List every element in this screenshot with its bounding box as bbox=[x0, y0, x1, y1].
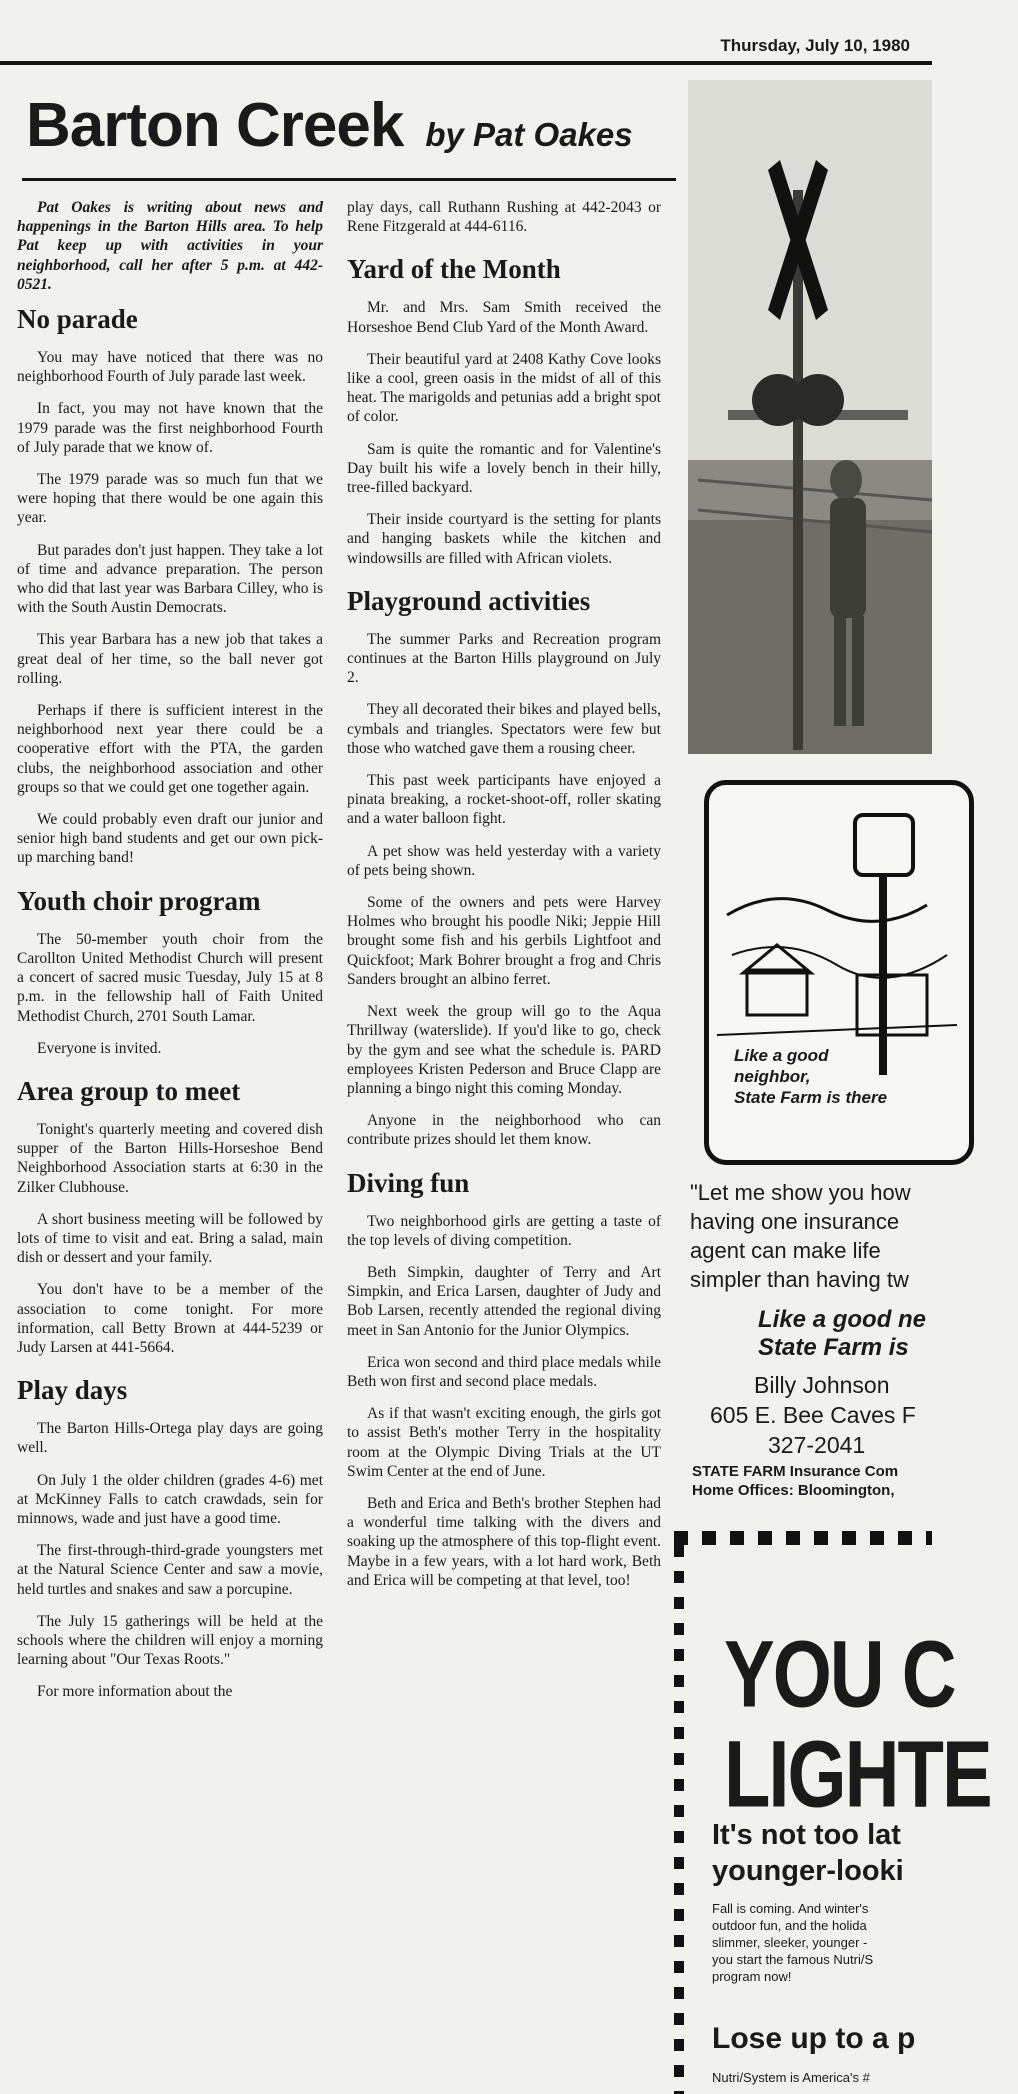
paragraph: The Barton Hills-Ortega play days are going well. bbox=[17, 1420, 323, 1457]
body-line: Fall is coming. And winter's bbox=[712, 1901, 869, 1916]
section-heading: Diving fun bbox=[347, 1167, 470, 1198]
paragraph: For more information about the bbox=[37, 1683, 233, 1701]
section-heading: Area group to meet bbox=[17, 1075, 241, 1106]
agent-name: Billy Johnson bbox=[754, 1372, 890, 1398]
paragraph: The first-through-third-grade youngsters met at the Natural Science Center and saw a movie, held turtles and snakes and saw a porcupine. bbox=[17, 1542, 323, 1598]
paragraph: Their beautiful yard at 2408 Kathy Cove looks like a cool, green oasis in the midst of all of this heat. The marigolds and petunias add a bright spot of color. bbox=[347, 350, 661, 426]
top-rule bbox=[0, 61, 932, 65]
agent-contact bbox=[710, 1370, 916, 1460]
paragraph: Mr. and Mrs. Sam Smith received the Horseshoe Bend Club Yard of the Month Award. bbox=[347, 299, 661, 336]
paragraph: The July 15 gatherings will be held at the schools where the children will enjoy a morning learning about "Our Texas Roots." bbox=[17, 1612, 323, 1669]
paragraph: Anyone in the neighborhood who can contribute prizes should let them know. bbox=[347, 1112, 661, 1149]
paragraph: This year Barbara has a new job that takes a great deal of her time, so the ball never got rolling. bbox=[17, 631, 323, 687]
ad-headline bbox=[724, 1621, 991, 1828]
ad-quote bbox=[690, 1178, 990, 1294]
paragraph: The summer Parks and Recreation program continues at the Barton Hills playground on July 2. bbox=[347, 630, 661, 687]
quote-line: simpler than having tw bbox=[690, 1267, 909, 1292]
paragraph: Beth Simpkin, daughter of Terry and Art Simpkin, and Erica Larsen, daughter of Judy and Bob Larsen, recently attended the regional diving meet in San Antonio for the Junior Olympics. bbox=[347, 1263, 661, 1339]
ad-slogan bbox=[734, 1045, 887, 1108]
paragraph: A short business meeting will be followed by lots of time to visit and eat. Bring a salad, main dish or dessert and your family. bbox=[17, 1210, 323, 1267]
intro-note: Pat Oakes is writing about news and happenings in the Barton Hills area. To help Pat keep up with activities in your neighborhood, call her after 5 p.m. at 442-0521. bbox=[17, 199, 323, 293]
paragraph: But parades don't just happen. They take a lot of time and advance preparation. The person who did that last year was Barbara Cilley, who is with the South Austin Democrats. bbox=[17, 541, 323, 617]
paragraph: This past week participants have enjoyed a pinata breaking, a rocket-shoot-off, roller skating and a water balloon fight. bbox=[347, 772, 661, 828]
coupon-border-top bbox=[674, 1531, 932, 1545]
ad-body bbox=[712, 1900, 942, 1985]
paragraph: Perhaps if there is sufficient interest in the neighborhood next year there could be a cooperative effort with the PTA, the garden clubs, the neighborhood association and other groups so that we could get one together again. bbox=[17, 702, 323, 796]
tagline-line: State Farm is bbox=[758, 1334, 909, 1361]
state-farm-ad bbox=[688, 770, 932, 1530]
subhead-line: younger-looki bbox=[712, 1855, 904, 1887]
nutri-system-ad bbox=[672, 1525, 991, 2094]
paragraph: Their inside courtyard is the setting for plants and hanging baskets while the kitchen and windowsills are filled with African violets. bbox=[347, 511, 661, 567]
quote-line: agent can make life bbox=[690, 1238, 881, 1263]
column-title: Barton Creek bbox=[26, 91, 404, 160]
agent-address: 605 E. Bee Caves F bbox=[710, 1402, 916, 1428]
byline: by Pat Oakes bbox=[425, 116, 633, 153]
body-line: slimmer, sleeker, younger - bbox=[712, 1935, 868, 1950]
paragraph: Erica won second and third place medals while Beth won first and second place medals. bbox=[347, 1353, 661, 1390]
railroad-crossing-photo bbox=[688, 80, 932, 754]
coupon-border-left bbox=[674, 1545, 684, 2094]
paragraph: In fact, you may not have known that the 1979 parade was the first neighborhood Fourth of July parade that we know of. bbox=[17, 400, 323, 456]
paragraph: Some of the owners and pets were Harvey Holmes who brought his poodle Niki; Jeppie Hill brought some fish and his gerbils Lightfoot and Quickfoot; Mark Bohrer brought a frog and Chris Sanders brought an albino ferret. bbox=[347, 894, 661, 988]
dateline: Thursday, July 10, 1980 bbox=[720, 36, 910, 55]
ad-tagline bbox=[758, 1306, 1018, 1362]
ad-tail-text: Nutri/System is America's # bbox=[712, 2070, 870, 2085]
paragraph: A pet show was held yesterday with a variety of pets being shown. bbox=[347, 842, 661, 879]
agent-phone: 327-2041 bbox=[768, 1432, 866, 1458]
section-heading: Yard of the Month bbox=[347, 254, 561, 285]
section-heading: Play days bbox=[17, 1375, 128, 1406]
tagline-line: Like a good ne bbox=[758, 1306, 927, 1333]
masthead-rule bbox=[22, 178, 676, 181]
ad-subhead-2: Lose up to a p bbox=[712, 2022, 916, 2055]
continued-paragraph: play days, call Ruthann Rushing at 442-2043 or Rene Fitzgerald at 444-6116. bbox=[347, 199, 661, 236]
slogan-line: neighbor, bbox=[734, 1067, 811, 1086]
subhead-line: It's not too lat bbox=[712, 1819, 901, 1851]
paragraph: Next week the group will go to the Aqua Thrillway (waterslide). If you'd like to go, check by the gym and see what the schedule is. PARD employees Kristen Pederson and Bruce Clapp are planning a bingo night this coming Monday. bbox=[347, 1003, 661, 1097]
company-line: Home Offices: Bloomington, bbox=[692, 1482, 895, 1499]
paragraph: The 50-member youth choir from the Carollton United Methodist Church will present a concert of sacred music Tuesday, July 15 at 8 p.m. in the fellowship hall of Faith United Methodist Church, 2701 South Lamar. bbox=[17, 930, 323, 1025]
company-line: STATE FARM Insurance Com bbox=[692, 1463, 899, 1480]
quote-line: "Let me show you how bbox=[690, 1180, 911, 1205]
paragraph: Two neighborhood girls are getting a taste of the top levels of diving competition. bbox=[347, 1212, 661, 1249]
paragraph: Tonight's quarterly meeting and covered dish supper of the Barton Hills-Horseshoe Bend Neighborhood Association starts at 6:30 in the Zilker Clubhouse. bbox=[17, 1120, 323, 1196]
body-line: you start the famous Nutri/S bbox=[712, 1952, 874, 1967]
article-column-2 bbox=[347, 198, 661, 1603]
headline-line: LIGHTE bbox=[724, 1721, 991, 1828]
paragraph: The 1979 parade was so much fun that we were hoping that there would be one again this year. bbox=[17, 471, 323, 527]
column-masthead bbox=[26, 90, 633, 161]
article-column-1 bbox=[17, 198, 323, 1715]
slogan-line: Like a good bbox=[734, 1046, 829, 1065]
section-heading: Youth choir program bbox=[17, 885, 261, 916]
paragraph: As if that wasn't exciting enough, the girls got to assist Beth's mother Terry in the hospitality room at the Olympic Diving Trials at the UT Swim Center at the end of June. bbox=[347, 1405, 661, 1480]
paragraph: They all decorated their bikes and played bells, cymbals and triangles. Spectators were few but those who watched gave them a rousing cheer. bbox=[347, 701, 661, 757]
paragraph: On July 1 the older children (grades 4-6) met at McKinney Falls to catch crawdads, sein for minnows, wade and just have a good time. bbox=[17, 1471, 323, 1527]
news-photo bbox=[688, 80, 932, 754]
paragraph: Beth and Erica and Beth's brother Stephen had a wonderful time talking with the divers and soaking up the atmosphere of this top-flight event. Maybe in a few years, with a lot hard work, Beth and Erica will be competing at that level, too! bbox=[347, 1494, 661, 1589]
paragraph: Sam is quite the romantic and for Valentine's Day built his wife a lovely bench in their hilly, tree-filled backyard. bbox=[347, 440, 661, 497]
company-info bbox=[692, 1462, 898, 1500]
headline-line: YOU C bbox=[724, 1621, 955, 1728]
ad-subhead bbox=[712, 1817, 904, 1889]
section-heading: Playground activities bbox=[347, 585, 591, 616]
body-line: outdoor fun, and the holida bbox=[712, 1918, 867, 1933]
paragraph: You may have noticed that there was no neighborhood Fourth of July parade last week. bbox=[17, 349, 323, 386]
slogan-line: State Farm is there bbox=[734, 1088, 888, 1107]
paragraph: Everyone is invited. bbox=[37, 1039, 162, 1057]
body-line: program now! bbox=[712, 1969, 792, 1984]
quote-line: having one insurance bbox=[690, 1209, 900, 1234]
section-heading: No parade bbox=[17, 304, 138, 335]
paragraph: We could probably even draft our junior and senior high band students and get our own pick-up marching band! bbox=[17, 811, 323, 867]
paragraph: You don't have to be a member of the association to come tonight. For more information, call Betty Brown at 444-5239 or Judy Larsen at 441-5664. bbox=[17, 1281, 323, 1356]
